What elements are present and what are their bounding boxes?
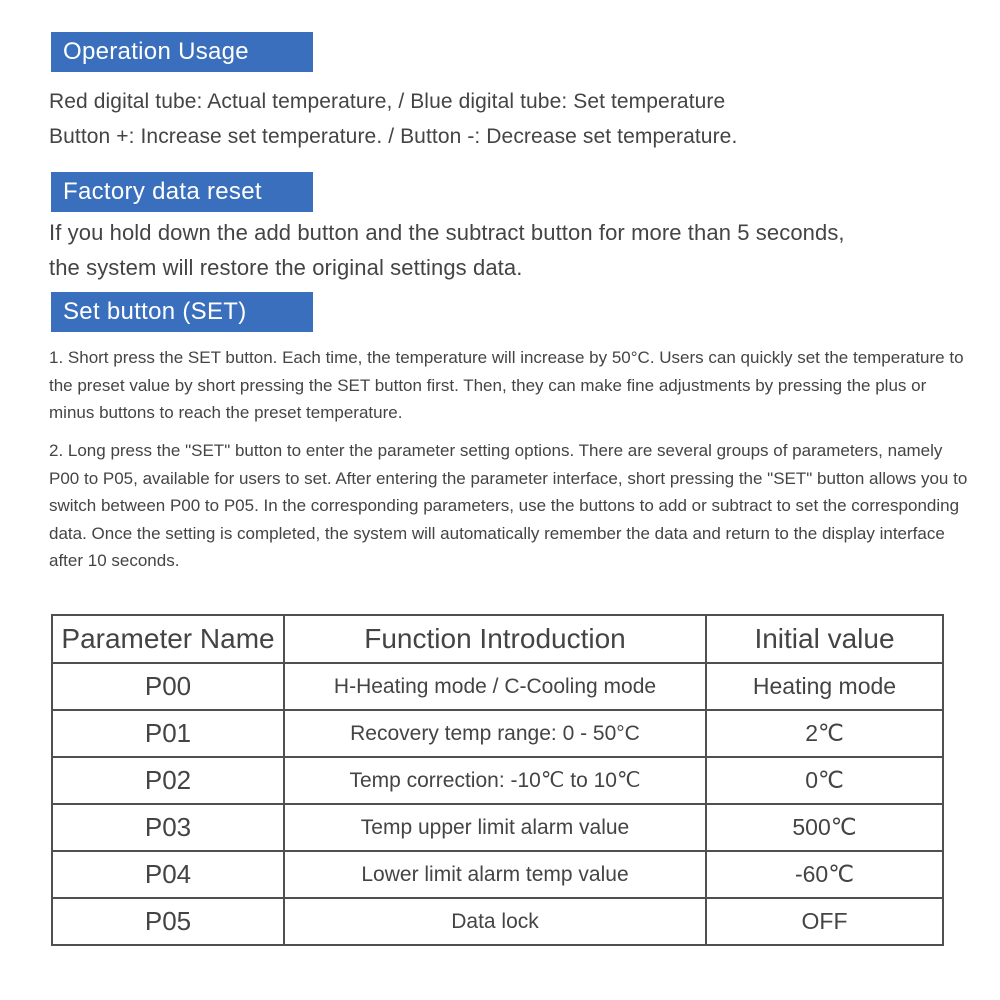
- param-function: Recovery temp range: 0 - 50°C: [284, 710, 706, 757]
- header-function-introduction: Function Introduction: [284, 615, 706, 663]
- param-initial-value: 0℃: [706, 757, 943, 804]
- set-button-paragraph-2: 2. Long press the "SET" button to enter the parameter setting options. There are several groups of parameters, namely P00 to P05, available for users to set. After entering the parameter interface, short pressing the "SET" button allows you to switch between P00 to P05. In the corresponding parameters, use the buttons to add or subtract to set the corresponding data. Once the setting is completed, the system will automatically remember the data and return to the display interface after 10 seconds.: [49, 441, 968, 571]
- table-row: [52, 757, 943, 804]
- table-row: [52, 804, 943, 851]
- heading-operation-usage: Operation Usage: [51, 32, 313, 72]
- param-initial-value: 500℃: [706, 804, 943, 851]
- param-initial-value: -60℃: [706, 851, 943, 898]
- param-function: H-Heating mode / C-Cooling mode: [284, 663, 706, 710]
- param-name: P04: [52, 851, 284, 898]
- param-function: Data lock: [284, 898, 706, 945]
- table-header-row: [52, 615, 943, 663]
- heading-set-button: Set button (SET): [51, 292, 313, 332]
- param-function: Temp upper limit alarm value: [284, 804, 706, 851]
- table-row: [52, 898, 943, 945]
- param-function: Temp correction: -10℃ to 10℃: [284, 757, 706, 804]
- param-name: P00: [52, 663, 284, 710]
- factory-reset-line-2: the system will restore the original settings data.: [49, 255, 523, 280]
- param-name: P02: [52, 757, 284, 804]
- table-row: [52, 851, 943, 898]
- header-parameter-name: Parameter Name: [52, 615, 284, 663]
- set-button-paragraph-1: 1. Short press the SET button. Each time, the temperature will increase by 50°C. Users can quickly set the temperature to the preset value by short pressing the SET button first. Then, they can make fine adjustments by pressing the plus or minus buttons to reach the preset temperature.: [49, 348, 964, 423]
- parameter-table: [51, 614, 944, 946]
- param-initial-value: 2℃: [706, 710, 943, 757]
- param-initial-value: OFF: [706, 898, 943, 945]
- operation-usage-line-1: Red digital tube: Actual temperature, / Blue digital tube: Set temperature: [49, 90, 726, 113]
- heading-factory-reset: Factory data reset: [51, 172, 313, 212]
- header-initial-value: Initial value: [706, 615, 943, 663]
- operation-usage-line-2: Button +: Increase set temperature. / Button -: Decrease set temperature.: [49, 125, 738, 148]
- param-name: P05: [52, 898, 284, 945]
- param-function: Lower limit alarm temp value: [284, 851, 706, 898]
- param-name: P01: [52, 710, 284, 757]
- table-row: [52, 710, 943, 757]
- table-row: [52, 663, 943, 710]
- param-name: P03: [52, 804, 284, 851]
- param-initial-value: Heating mode: [706, 663, 943, 710]
- factory-reset-line-1: If you hold down the add button and the subtract button for more than 5 seconds,: [49, 220, 845, 245]
